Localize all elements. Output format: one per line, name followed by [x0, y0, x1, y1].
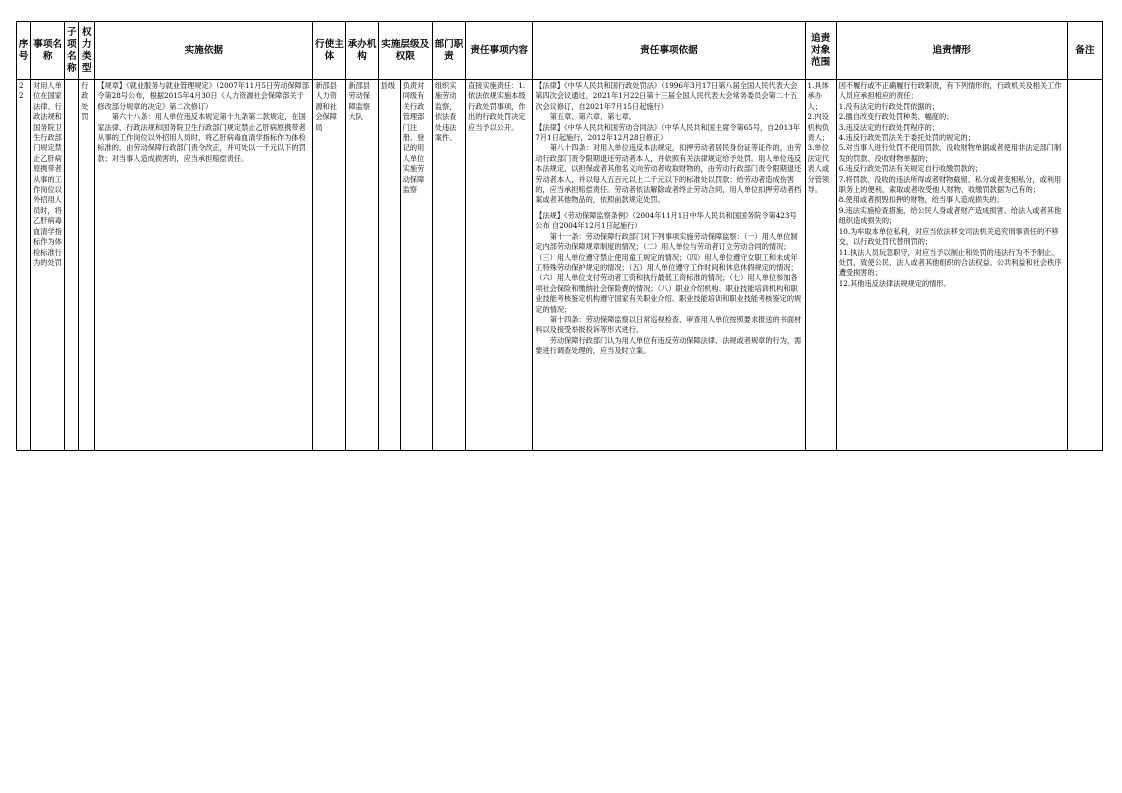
header-agency: 承办机构 — [346, 22, 378, 80]
header-row — [17, 22, 1103, 80]
cell-basis — [95, 80, 313, 451]
header-seq: 序号 — [17, 22, 31, 80]
resp-basis-paragraph: 第十四条：劳动保障监察以日常巡视检查、审查用人单位按照要求报送的书面材料以及接受举报投诉等形式进行。 — [535, 314, 802, 335]
cell-sub-item-name — [65, 80, 79, 451]
account-situation-line: 10.为牟取本单位私利，对应当依法移交司法机关追究刑事责任的不移交，以行政处罚代替刑罚的； — [838, 226, 1059, 247]
cell-seq: 22 — [17, 80, 31, 451]
account-situation-line: 因不履行或不正确履行行政职责，有下列情形的，行政机关及相关工作人员应承担相应的责任： — [838, 81, 1062, 101]
account-situation-line: 4.违反行政处罚法关于委托处罚的规定的； — [838, 133, 975, 143]
resp-basis-paragraph: 第五章、第六章、第七章。 — [549, 112, 636, 122]
table-row — [17, 80, 1103, 451]
header-item-name: 事项名称 — [31, 22, 65, 80]
account-scope-line: 3.单位法定代表人或分管领导。 — [807, 143, 830, 195]
header-level: 实施层级及权限 — [378, 22, 432, 80]
account-scope-line: 2.内设机构负责人； — [807, 112, 830, 143]
cell-agency: 新邵县劳动保障监察大队 — [346, 80, 378, 451]
resp-basis-paragraph: 【法律】《中华人民共和国行政处罚法》（1996年3月17日第八届全国人民代表大会第四次会议通过，2021年1月22日第十三届全国人民代表大会常务委员会第二十五次会议修订，自2021年7月15日起施行） — [535, 81, 798, 111]
cell-level: 县级 — [378, 80, 400, 451]
account-situation-line: 3.违反法定的行政处罚程序的； — [838, 122, 939, 132]
header-power-type: 权力类型 — [79, 22, 95, 80]
account-scope-line: 1.具体承办人； — [807, 81, 829, 111]
header-account-situation: 追责情形 — [836, 22, 1067, 80]
account-situation-line: 5.对当事人进行处罚不使用罚款、没收财物单据或者使用非法定部门制发的罚款、没收财物单据的； — [838, 143, 1062, 163]
cell-power-type: 行政处罚 — [79, 80, 95, 451]
account-situation-line: 6.违反行政处罚法有关规定自行收缴罚款的； — [838, 164, 983, 174]
header-resp-basis: 责任事项依据 — [533, 22, 805, 80]
account-situation-line: 12.其他违反法律法规规定的情形。 — [838, 278, 951, 288]
header-sub-item-name: 子项名称 — [65, 22, 79, 80]
cell-item-name: 对用人单位在国家法律、行政法规和国务院卫生行政部门规定禁止乙肝病原携带者从事的工作岗位以外招用人员时，将乙肝病毒血清学指标作为体检标准行为的处罚 — [31, 80, 65, 451]
responsibility-table — [16, 21, 1103, 451]
header-subject: 行使主体 — [313, 22, 346, 80]
cell-resp-basis — [533, 80, 805, 451]
account-situation-line: 8.使用或者损毁扣押的财物，给当事人造成损失的； — [838, 195, 1004, 205]
account-situation-line: 1.没有法定的行政处罚依据的； — [838, 101, 939, 111]
basis-paragraph: 第六十八条：用人单位违反本规定第十九条第二款规定，在国家法律、行政法规和国务院卫生行政部门规定禁止乙肝病原携带者从事的工作岗位以外招用人员时，将乙肝病毒血清学指标作为体检标准的，由劳动保障行政部门责令改正，并可处以一千元以下的罚款；对当事人造成损害的，应当承担赔偿责任。 — [97, 112, 306, 163]
resp-basis-paragraph: 【法规】《劳动保障监察条例》（2004年11月1日中华人民共和国国务院令第423号公布 自2004年12月1日起施行） — [535, 210, 797, 231]
cell-level-power: 负责对同级有关行政管理部门注册、登记的用人单位实施劳动保障监察 — [400, 80, 432, 451]
resp-basis-paragraph: 劳动保障行政部门认为用人单位有违反劳动保障法律、法规或者规章的行为，需要进行调查处理的，应当及时立案。 — [535, 335, 802, 356]
cell-account-scope — [805, 80, 836, 451]
header-dept-duty: 部门职责 — [432, 22, 465, 80]
cell-dept-duty: 组织实施劳动监察，依法查处违法案件。 — [432, 80, 465, 451]
cell-account-situation — [836, 80, 1067, 451]
resp-basis-paragraph: 第十一条：劳动保障行政部门对下列事项实施劳动保障监察：（一）用人单位制定内部劳动保障规章制度的情况；（二）用人单位与劳动者订立劳动合同的情况；（三）用人单位遵守禁止使用童工规定的情况；（四）用人单位遵守女职工和未成年工特殊劳动保护规定的情况；（五）用人单位遵守工作时间和休息休假规定的情况；（六）用人单位支付劳动者工资和执行最低工资标准的情况；（七）用人单位参加各项社会保险和缴纳社会保险费的情况；（八）职业介绍机构、职业技能培训机构和职业技能考核鉴定机构遵守国家有关职业介绍、职业技能培训和职业技能考核鉴定的规定的情况； — [535, 231, 802, 314]
header-account-scope: 追责对象范围 — [805, 22, 836, 80]
basis-paragraph: 【规章】《就业服务与就业管理规定》（2007年11月5日劳动保障部令第28号公布，根据2015年4月30日《人力资源社会保障部关于修改部分规章的决定》第二次修订） — [97, 81, 310, 111]
cell-remark — [1067, 80, 1102, 451]
resp-basis-paragraph: 第八十四条：对用人单位违反本法规定，扣押劳动者居民身份证等证件的，由劳动行政部门责令限期退还劳动者本人，并依照有关法律规定给予处罚。用人单位违反本法规定，以担保或者其他名义向劳动者收取财物的，由劳动行政部门责令限期退还劳动者本人，并以每人五百元以上二千元以下的标准处以罚款；给劳动者造成伤害的，应当承担赔偿责任。劳动者依法解除或者终止劳动合同，用人单位扣押劳动者档案或者其他物品的，依照前款规定处罚。 — [535, 143, 802, 205]
account-situation-line: 2.擅自改变行政处罚种类、幅度的； — [838, 112, 954, 122]
resp-basis-paragraph: 【法律】《中华人民共和国劳动合同法》（中华人民共和国主席令第65号，自2013年7月1日起施行，2012年12月28日修正） — [535, 122, 800, 143]
header-basis: 实施依据 — [95, 22, 313, 80]
account-situation-line: 9.违法实施检查措施，给公民人身或者财产造成损害、给法人或者其他组织造成损失的； — [838, 205, 1062, 226]
header-remark: 备注 — [1067, 22, 1102, 80]
account-situation-line: 7.将罚款、没收的违法所得或者财物截留、私分或者变相私分，或利用职务上的便利，索取或者收受他人财物、收缴罚款据为己有的； — [838, 174, 1062, 195]
cell-resp-content: 直接实施责任：1.依法依规实施本级行政处罚事项，作出的行政处罚决定应当予以公开。 — [466, 80, 533, 451]
account-situation-line: 11.执法人员玩忽职守，对应当予以制止和处罚的违法行为不予制止、处罚，致使公民、法人或者其他组织的合法权益、公共利益和社会秩序遭受损害的； — [838, 247, 1062, 278]
cell-subject: 新邵县人力资源和社会保障局 — [313, 80, 346, 451]
header-resp-content: 责任事项内容 — [466, 22, 533, 80]
